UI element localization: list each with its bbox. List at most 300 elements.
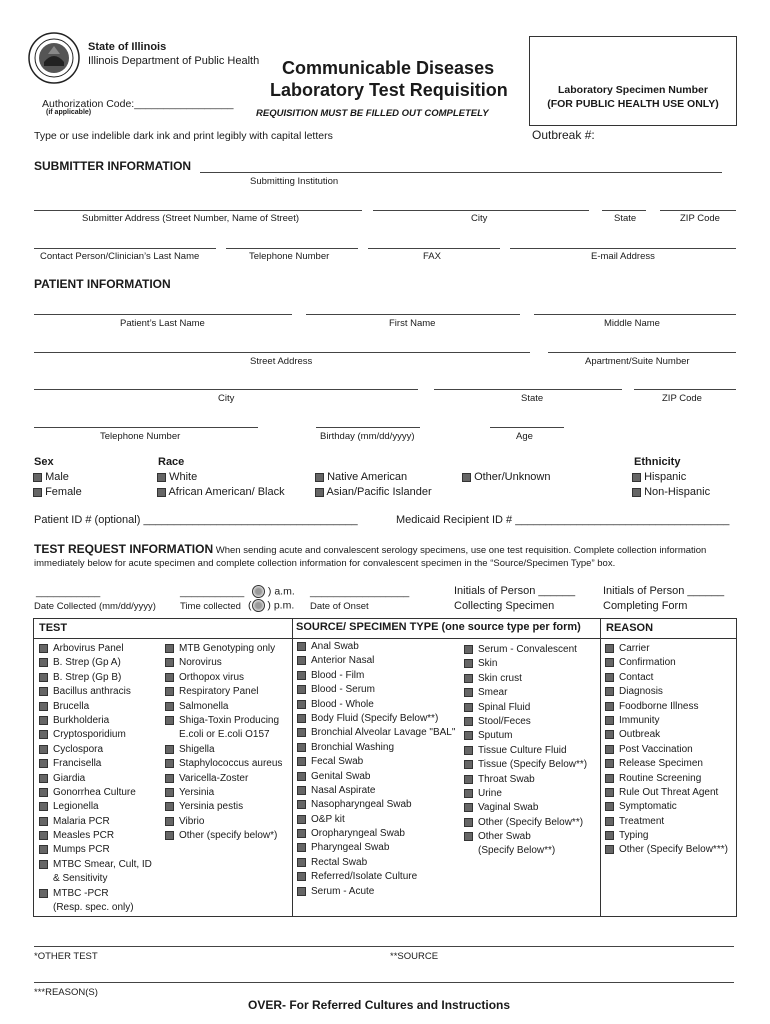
source-item[interactable] [464, 729, 587, 743]
initials-completing-field[interactable]: Initials of Person ______ [603, 585, 725, 597]
test-label: Shiga-Toxin Producing [179, 714, 280, 726]
test-checkbox[interactable] [39, 802, 48, 811]
reason-column [605, 642, 728, 858]
race-white-checkbox[interactable] [157, 473, 166, 482]
patient-middle-line[interactable] [534, 314, 736, 315]
test-checkbox[interactable] [165, 802, 174, 811]
time-collected-blank[interactable]: ___________ [180, 586, 245, 598]
reason-checkbox[interactable] [605, 745, 614, 754]
date-collected-blank[interactable]: ___________ [36, 586, 101, 598]
source-item[interactable] [464, 816, 587, 830]
test-item[interactable] [39, 843, 152, 857]
race-other-option[interactable]: Other/Unknown [462, 471, 551, 483]
test-item[interactable] [165, 714, 282, 728]
reason-checkbox[interactable] [605, 788, 614, 797]
reason-item[interactable] [605, 656, 728, 670]
source-item[interactable] [297, 813, 455, 827]
reason-checkbox[interactable] [605, 673, 614, 682]
specimen-number-box[interactable] [529, 36, 737, 126]
patient-heading: PATIENT INFORMATION [34, 277, 171, 291]
source-checkbox[interactable] [464, 731, 473, 740]
source-label: Fecal Swab [311, 756, 364, 768]
source-item[interactable] [464, 701, 587, 715]
test-item[interactable] [39, 757, 152, 771]
race-asian-option[interactable]: Asian/Pacific Islander [315, 486, 432, 498]
source-label: Smear [478, 687, 508, 699]
test-item[interactable] [39, 887, 152, 901]
source-item[interactable] [297, 841, 455, 855]
source-item[interactable] [464, 672, 587, 686]
test-label: Bacillus anthracis [53, 686, 131, 698]
test-label: Malaria PCR [53, 815, 110, 827]
reason-item[interactable] [605, 786, 728, 800]
if-applicable-note: (if applicable) [46, 109, 92, 116]
submitter-address-line[interactable] [34, 210, 362, 211]
reason-checkbox[interactable] [605, 759, 614, 768]
test-label: MTBC -PCR [53, 887, 109, 899]
test-checkbox[interactable] [39, 817, 48, 826]
time-collected-label: Time collected [180, 601, 241, 612]
race-native-checkbox[interactable] [315, 473, 324, 482]
source-item[interactable] [464, 686, 587, 700]
reason-label: Contact [619, 671, 654, 683]
ethnicity-nonhispanic-option[interactable]: Non-Hispanic [632, 486, 710, 498]
source-item[interactable] [297, 741, 455, 755]
test-label: Giardia [53, 772, 86, 784]
contact-line[interactable] [34, 248, 216, 249]
test-label: & Sensitivity [53, 873, 108, 885]
submitter-phone-label: Telephone Number [249, 251, 330, 262]
sex-male-option[interactable]: Male [33, 471, 69, 483]
test-item[interactable] [165, 656, 282, 670]
test-label: Brucella [53, 700, 90, 712]
test-label: Varicella-Zoster [179, 772, 249, 784]
reasons-line[interactable] [34, 982, 734, 983]
source-label: **SOURCE [390, 951, 439, 962]
test-item[interactable] [165, 642, 282, 656]
source-item[interactable] [297, 770, 455, 784]
source-checkbox[interactable] [297, 815, 306, 824]
reason-label: Confirmation [619, 657, 676, 669]
test-label: Orthopox virus [179, 671, 245, 683]
reason-item[interactable] [605, 671, 728, 685]
birthday-line[interactable] [316, 427, 420, 428]
test-checkbox[interactable] [165, 774, 174, 783]
source-checkbox[interactable] [464, 645, 473, 654]
test-item[interactable] [165, 700, 282, 714]
source-column-1 [297, 640, 455, 899]
source-label: Tissue Culture Fluid [478, 744, 567, 756]
test-label: Salmonella [179, 700, 229, 712]
patient-apt-label: Apartment/Suite Number [585, 356, 690, 367]
authorization-code-field[interactable]: Authorization Code:_________________ [42, 98, 234, 110]
sex-female-checkbox[interactable] [33, 488, 42, 497]
ethnicity-hispanic-checkbox[interactable] [632, 473, 641, 482]
test-item[interactable] [165, 671, 282, 685]
test-label: Legionella [53, 801, 99, 813]
source-label: Pharyngeal Swab [311, 842, 390, 854]
patient-last-label: Patient’s Last Name [120, 318, 205, 329]
reason-item[interactable] [605, 685, 728, 699]
source-label: Vaginal Swab [478, 802, 539, 814]
test-label: Cryptosporidium [53, 729, 126, 741]
test-table [33, 618, 737, 917]
birthday-label: Birthday (mm/dd/yyyy) [320, 431, 415, 442]
patient-street-label: Street Address [250, 356, 313, 367]
test-checkbox[interactable] [165, 673, 174, 682]
reason-item[interactable] [605, 757, 728, 771]
test-item[interactable] [39, 642, 152, 656]
test-item[interactable] [39, 786, 152, 800]
test-checkbox[interactable] [39, 730, 48, 739]
reason-checkbox[interactable] [605, 730, 614, 739]
submitter-zip-label: ZIP Code [680, 213, 720, 224]
department-name: Illinois Department of Public Health [88, 55, 260, 67]
reason-checkbox[interactable] [605, 817, 614, 826]
reason-label: Typing [619, 830, 649, 842]
source-checkbox[interactable] [297, 642, 306, 651]
test-checkbox[interactable] [165, 759, 174, 768]
test-checkbox[interactable] [39, 745, 48, 754]
test-item[interactable] [39, 685, 152, 699]
test-checkbox[interactable] [165, 716, 174, 725]
submitter-state-label: State [614, 213, 637, 224]
state-name: State of Illinois [88, 41, 167, 53]
submitting-institution-line[interactable] [200, 172, 722, 173]
patient-street-line[interactable] [34, 352, 530, 353]
test-column-header: TEST [39, 622, 68, 634]
form-title-line2: Laboratory Test Requisition [270, 80, 508, 100]
test-item[interactable] [165, 772, 282, 786]
patient-state-label: State [521, 393, 544, 404]
source-item[interactable] [464, 657, 587, 671]
source-item[interactable] [464, 744, 587, 758]
test-label: Other (specify below*) [179, 830, 278, 842]
source-checkbox[interactable] [464, 703, 473, 712]
reason-item[interactable] [605, 843, 728, 857]
source-checkbox[interactable] [464, 789, 473, 798]
test-checkbox[interactable] [165, 702, 174, 711]
test-label: Mumps PCR [53, 844, 110, 856]
source-column-header: SOURCE/ SPECIMEN TYPE (one source type per form) [296, 621, 581, 633]
source-checkbox[interactable] [297, 714, 306, 723]
am-option[interactable]: ) a.m. [252, 585, 295, 598]
source-item[interactable] [297, 669, 455, 683]
test-item[interactable] [165, 786, 282, 800]
tests-column-2 [165, 642, 282, 843]
source-item[interactable] [297, 755, 455, 769]
pm-option[interactable]: ( ) p.m. [248, 599, 295, 612]
patient-phone-line[interactable] [34, 427, 258, 428]
source-checkbox[interactable] [297, 743, 306, 752]
test-checkbox[interactable] [165, 687, 174, 696]
source-label: Blood - Serum [311, 684, 375, 696]
test-label: Shigella [179, 743, 215, 755]
test-checkbox[interactable] [165, 658, 174, 667]
source-checkbox[interactable] [464, 775, 473, 784]
test-request-instructions: When sending acute and convalescent serology specimens, use one test requisition. Complete collection information immediately below for acute specimen and complete collection information for convalescent specimen in the “Source/Specimen Type” box. [34, 545, 707, 569]
source-checkbox[interactable] [464, 688, 473, 697]
test-item[interactable] [39, 772, 152, 786]
source-checkbox[interactable] [297, 887, 306, 896]
age-label: Age [516, 431, 533, 442]
patient-last-line[interactable] [34, 314, 292, 315]
test-item[interactable] [39, 858, 152, 872]
source-checkbox[interactable] [297, 829, 306, 838]
test-checkbox[interactable] [39, 644, 48, 653]
race-other-checkbox[interactable] [462, 473, 471, 482]
patient-zip-label: ZIP Code [662, 393, 702, 404]
initials-collecting-field[interactable]: Initials of Person ______ [454, 585, 576, 597]
source-checkbox[interactable] [464, 760, 473, 769]
source-item[interactable] [297, 712, 455, 726]
requisition-note: REQUISITION MUST BE FILLED OUT COMPLETELY [256, 108, 489, 119]
pm-radio[interactable] [252, 599, 265, 612]
source-label: Anterior Nasal [311, 655, 375, 667]
reason-item[interactable] [605, 714, 728, 728]
source-checkbox[interactable] [297, 685, 306, 694]
reason-item[interactable] [605, 642, 728, 656]
test-checkbox[interactable] [165, 788, 174, 797]
outbreak-field[interactable]: Outbreak #: [532, 128, 595, 142]
source-item[interactable] [297, 798, 455, 812]
source-label: Genital Swab [311, 770, 371, 782]
reason-checkbox[interactable] [605, 831, 614, 840]
source-label: O&P kit [311, 813, 345, 825]
test-item[interactable] [39, 671, 152, 685]
source-label: Other Swab [478, 831, 531, 843]
submitter-state-line[interactable] [602, 210, 646, 211]
patient-phone-label: Telephone Number [100, 431, 181, 442]
reason-label: Diagnosis [619, 686, 663, 698]
patient-state-line[interactable] [434, 389, 622, 390]
age-line[interactable] [490, 427, 564, 428]
source-checkbox[interactable] [464, 832, 473, 841]
test-checkbox[interactable] [39, 702, 48, 711]
reason-column-header: REASON [606, 622, 654, 634]
submitter-address-label: Submitter Address (Street Number, Name of Street) [82, 213, 300, 224]
test-checkbox[interactable] [39, 831, 48, 840]
test-checkbox[interactable] [39, 774, 48, 783]
test-checkbox[interactable] [39, 860, 48, 869]
source-item[interactable] [297, 856, 455, 870]
source-item[interactable] [297, 654, 455, 668]
reason-label: Release Specimen [619, 758, 703, 770]
test-item[interactable] [39, 700, 152, 714]
submitter-heading: SUBMITTER INFORMATION [34, 159, 192, 173]
test-checkbox[interactable] [39, 687, 48, 696]
test-checkbox[interactable] [39, 658, 48, 667]
test-checkbox[interactable] [39, 845, 48, 854]
source-checkbox[interactable] [464, 803, 473, 812]
reason-item[interactable] [605, 772, 728, 786]
reason-item[interactable] [605, 800, 728, 814]
source-checkbox[interactable] [297, 858, 306, 867]
source-checkbox[interactable] [297, 671, 306, 680]
submitter-phone-line[interactable] [226, 248, 358, 249]
ethnicity-hispanic-option[interactable]: Hispanic [632, 471, 686, 483]
date-onset-blank[interactable]: _________________ [310, 586, 410, 598]
source-checkbox[interactable] [464, 659, 473, 668]
test-item[interactable] [39, 743, 152, 757]
test-label: E.coli or E.coli O157 [179, 729, 270, 741]
test-item[interactable] [165, 829, 282, 843]
test-label: Arbovirus Panel [53, 643, 124, 654]
other-test-line[interactable] [34, 946, 734, 947]
reason-label: Post Vaccination [619, 743, 693, 755]
source-checkbox[interactable] [297, 786, 306, 795]
source-label: Serum - Acute [311, 885, 375, 897]
test-item[interactable] [39, 815, 152, 829]
source-item[interactable] [297, 827, 455, 841]
source-checkbox[interactable] [464, 717, 473, 726]
initials-collecting-label: Collecting Specimen [454, 600, 555, 612]
test-checkbox[interactable] [39, 716, 48, 725]
source-checkbox[interactable] [464, 746, 473, 755]
source-item[interactable] [464, 715, 587, 729]
race-asian-checkbox[interactable] [315, 488, 324, 497]
test-item[interactable] [165, 685, 282, 699]
race-native-option[interactable]: Native American [315, 471, 407, 483]
source-checkbox[interactable] [297, 772, 306, 781]
reason-label: Symptomatic [619, 801, 677, 813]
source-label: Spinal Fluid [478, 701, 531, 713]
source-label: (Specify Below**) [478, 845, 556, 857]
patient-first-line[interactable] [306, 314, 520, 315]
source-item[interactable] [464, 758, 587, 772]
test-item[interactable] [165, 815, 282, 829]
source-label: Rectal Swab [311, 856, 368, 868]
reason-checkbox[interactable] [605, 644, 614, 653]
source-item[interactable] [297, 726, 455, 740]
reason-label: Treatment [619, 815, 665, 827]
test-item[interactable] [39, 800, 152, 814]
source-checkbox[interactable] [464, 818, 473, 827]
test-checkbox[interactable] [39, 788, 48, 797]
am-radio[interactable] [252, 585, 265, 598]
test-label: B. Strep (Gp A) [53, 657, 121, 669]
reason-checkbox[interactable] [605, 802, 614, 811]
reason-item[interactable] [605, 743, 728, 757]
source-checkbox[interactable] [297, 728, 306, 737]
reason-checkbox[interactable] [605, 658, 614, 667]
source-item[interactable] [464, 643, 587, 657]
test-item[interactable] [39, 656, 152, 670]
reason-label: Foodborne Illness [619, 700, 699, 712]
test-item[interactable] [39, 829, 152, 843]
race-white-option[interactable]: White [157, 471, 197, 483]
reasons-label: ***REASON(S) [34, 987, 98, 998]
reason-checkbox[interactable] [605, 716, 614, 725]
source-item[interactable] [297, 870, 455, 884]
email-label: E-mail Address [591, 251, 655, 262]
source-checkbox[interactable] [297, 757, 306, 766]
test-item[interactable] [165, 743, 282, 757]
test-checkbox[interactable] [165, 745, 174, 754]
source-checkbox[interactable] [297, 656, 306, 665]
source-checkbox[interactable] [297, 800, 306, 809]
patient-zip-line[interactable] [634, 389, 736, 390]
source-item[interactable] [464, 773, 587, 787]
test-checkbox[interactable] [165, 644, 174, 653]
reason-item[interactable] [605, 815, 728, 829]
test-item[interactable] [165, 757, 282, 771]
source-checkbox[interactable] [297, 843, 306, 852]
reason-label: Other (Specify Below***) [619, 844, 728, 856]
test-checkbox[interactable] [39, 759, 48, 768]
race-black-checkbox[interactable] [157, 488, 166, 497]
source-item[interactable] [297, 885, 455, 899]
sex-female-option[interactable]: Female [33, 486, 82, 498]
reason-checkbox[interactable] [605, 702, 614, 711]
submitter-city-line[interactable] [373, 210, 589, 211]
source-item[interactable] [464, 830, 587, 844]
source-item[interactable] [297, 640, 455, 654]
reason-checkbox[interactable] [605, 774, 614, 783]
source-item[interactable] [464, 787, 587, 801]
source-checkbox[interactable] [297, 872, 306, 881]
reason-item[interactable] [605, 829, 728, 843]
fax-label: FAX [423, 251, 441, 262]
test-label: Measles PCR [53, 830, 115, 842]
submitter-zip-line[interactable] [660, 210, 736, 211]
source-item[interactable] [297, 784, 455, 798]
source-item[interactable] [297, 698, 455, 712]
submitting-institution-label: Submitting Institution [250, 176, 339, 187]
sex-male-checkbox[interactable] [33, 473, 42, 482]
source-label: Stool/Feces [478, 715, 531, 727]
fax-line[interactable] [368, 248, 500, 249]
patient-apt-line[interactable] [548, 352, 736, 353]
source-checkbox[interactable] [297, 700, 306, 709]
patient-first-label: First Name [389, 318, 436, 329]
medicaid-id-field[interactable]: Medicaid Recipient ID # ___________________________________ [396, 514, 730, 526]
patient-city-line[interactable] [34, 389, 418, 390]
test-item [165, 728, 282, 742]
test-checkbox[interactable] [165, 831, 174, 840]
source-label: Skin [478, 658, 498, 670]
test-checkbox[interactable] [165, 817, 174, 826]
reason-item[interactable] [605, 728, 728, 742]
table-header-row-divider [34, 638, 736, 639]
source-item[interactable] [297, 683, 455, 697]
test-label: MTB Genotyping only [179, 643, 276, 654]
email-line[interactable] [510, 248, 736, 249]
test-label: Burkholderia [53, 714, 110, 726]
test-label: Staphylococcus aureus [179, 758, 283, 770]
source-label: Urine [478, 787, 502, 799]
source-item [464, 844, 587, 858]
reason-checkbox[interactable] [605, 687, 614, 696]
ethnicity-nonhispanic-checkbox[interactable] [632, 488, 641, 497]
reason-checkbox[interactable] [605, 845, 614, 854]
source-item[interactable] [464, 801, 587, 815]
date-onset-label: Date of Onset [310, 601, 369, 612]
reason-item[interactable] [605, 700, 728, 714]
source-label: Throat Swab [478, 773, 535, 785]
test-item[interactable] [165, 800, 282, 814]
race-black-option[interactable]: African American/ Black [157, 486, 285, 498]
reason-label: Immunity [619, 714, 660, 726]
reason-label: Routine Screening [619, 772, 702, 784]
test-checkbox[interactable] [39, 673, 48, 682]
source-label: Serum - Convalescent [478, 644, 577, 655]
source-checkbox[interactable] [464, 674, 473, 683]
test-checkbox[interactable] [39, 889, 48, 898]
test-item[interactable] [39, 714, 152, 728]
test-item[interactable] [39, 728, 152, 742]
patient-id-field[interactable]: Patient ID # (optional) ___________________________________ [34, 514, 358, 526]
